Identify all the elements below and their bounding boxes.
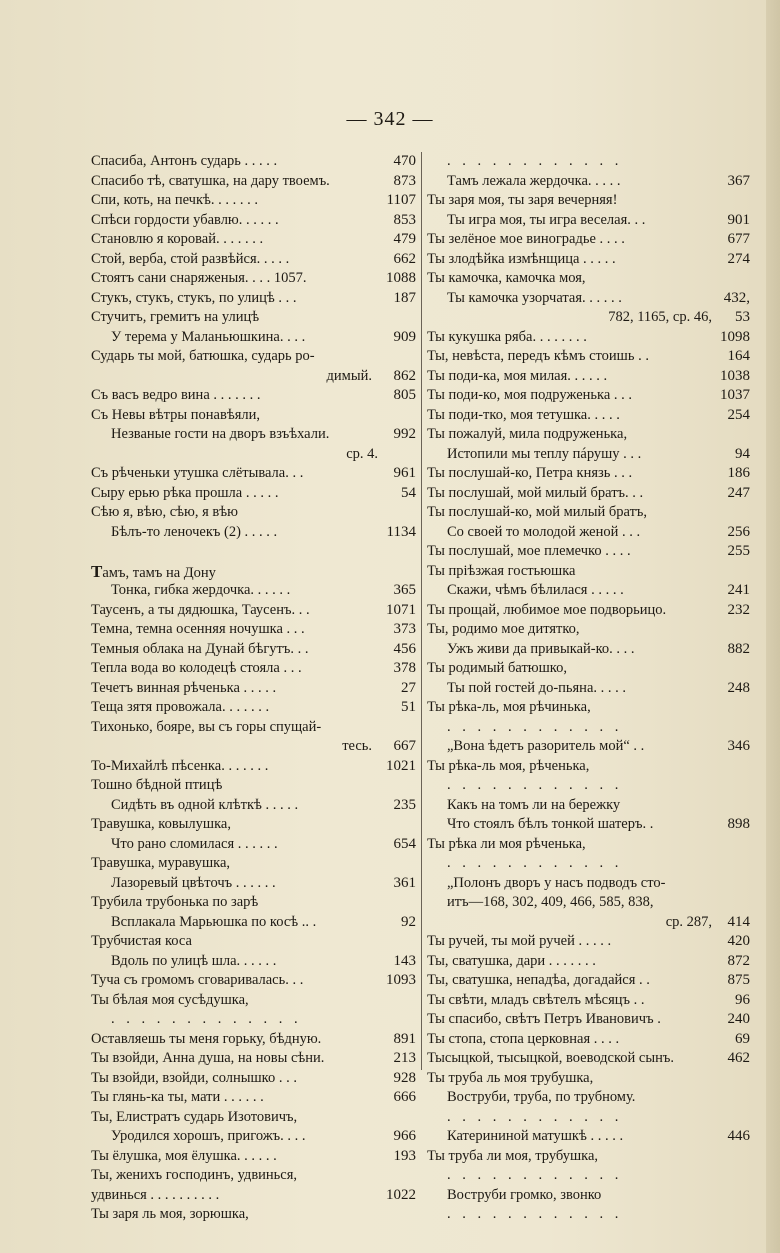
entry-title: Ты пой гостей до-пьяна. . . . . [447,679,627,696]
entry-title: Ты прощай, любимое мое подворьицо. [427,601,667,618]
entry-title: Ты бѣлая моя сусѣдушка, [91,991,249,1008]
entry-title: Ты послушай, мое племечко . . . . [427,543,631,559]
index-entry [427,932,750,952]
entry-title: ср. 287, [665,913,712,930]
entry-title: Вдоль по улицѣ шла. . . . . . [111,952,277,969]
index-entry [427,874,750,894]
entry-title: Сѣю я, вѣю, сѣю, я вѣю [91,504,238,520]
entry-title: Тонка, гибка жердочка. . . . . . [111,582,291,598]
index-entry [427,679,750,699]
entry-title: Стукъ, стукъ, стукъ, по улицѣ . . . [91,289,297,306]
entry-number: 361 [393,874,416,891]
index-entry [91,893,416,913]
entry-number: 462 [727,1050,750,1066]
index-entry [91,659,416,679]
entry-number: 164 [727,348,750,364]
entry-number: 255 [727,543,750,559]
entry-title: . . . . . . . . . . . . [447,1167,623,1183]
index-entry [427,464,750,484]
entry-title: Ты послушай-ко, Петра князь . . . [427,465,633,481]
entry-title: Темныя облака на Дунай бѣгутъ. . . [91,640,309,657]
entry-title: Тамъ лежала жердочка. . . . . [447,172,621,189]
entry-number: 96 [735,991,750,1008]
entry-title: У терема у Маланьюшкина. . . . [111,328,306,345]
entry-title: . . . . . . . . . . . . [447,1108,623,1125]
entry-number: 891 [393,1030,416,1047]
index-entry [91,445,416,465]
entry-number: 143 [393,952,416,969]
entry-number: 373 [393,621,416,637]
entry-number: 367 [727,172,750,189]
index-entry [427,698,750,718]
index-entry [91,1088,416,1108]
entry-number: 853 [393,211,416,228]
index-entry [91,874,416,894]
entry-title: Ты взойди, Анна душа, на новы сѣни. [91,1050,325,1066]
entry-title: Ты, Елистратъ сударь Изотовичъ, [91,1108,298,1125]
entry-number: 479 [393,231,416,247]
entry-title: Спасиба, Антонъ сударь . . . . . [91,153,278,169]
entry-title: Ты пріѣзжая гостьюшка [427,562,576,579]
index-entry [91,952,416,972]
entry-number: 961 [393,465,416,481]
entry-title: Спѣси гордости убавлю. . . . . . [91,211,279,228]
entry-title: Бѣлъ-то леночекъ (2) . . . . . [111,523,278,540]
entry-title: димый. [326,367,372,384]
entry-title: Ты, родимо мое дитятко, [427,621,580,637]
index-entry [427,211,750,231]
index-entry [427,406,750,426]
entry-number: 873 [393,172,416,189]
entry-title: Трубчистая коса [91,933,192,949]
index-entry [427,1127,750,1147]
index-entry [91,1127,416,1147]
entry-number: 1098 [720,328,750,345]
entry-title: Становлю я коровай. . . . . . . [91,231,264,247]
index-entry [91,776,416,796]
entry-number: 677 [727,231,750,247]
entry-title: Уродился хорошъ, пригожъ. . . . [111,1128,306,1144]
entry-title: Ужъ живи да привыкай-ко. . . . [447,640,635,657]
entry-title: Ты рѣка-ль, моя рѣчинька, [427,699,591,715]
entry-title: Съ Невы вѣтры понавѣяли, [91,406,260,423]
index-entry [427,425,750,445]
entry-number: 365 [393,582,416,598]
entry-title: Оставляешь ты меня горьку, бѣдную. [91,1030,322,1047]
entry-title: Тысыцкой, тысыцкой, воеводской сынъ. [427,1050,674,1066]
entry-title: Что стоялъ бѣлъ тонкой шатеръ. . [447,816,654,832]
index-entry [91,425,416,445]
entry-number: 1088 [386,270,416,286]
entry-title: Ты послушай, мой милый братъ. . . [427,484,644,501]
entry-number: 909 [393,328,416,345]
ellipsis-row [427,718,750,738]
index-entry [427,659,750,679]
index-entry [427,913,750,933]
index-entry [427,893,750,913]
entry-number: 1134 [386,523,416,540]
entry-title: Какъ на томъ ли на бережку [447,796,621,813]
index-entry [91,542,416,562]
index-entry [91,464,416,484]
entry-title: „Вона ѣдетъ разоритель мой“ . . [447,738,645,754]
index-entry [427,542,750,562]
index-entry [427,562,750,582]
index-entry [427,484,750,504]
index-entry [91,1049,416,1069]
entry-number: 901 [727,211,750,228]
entry-number: 193 [393,1147,416,1164]
entry-title: Стой, верба, стой развѣйся. . . . . [91,250,290,267]
entry-title: итъ—168, 302, 409, 466, 585, 838, [447,894,654,910]
entry-title: ср. 4. [346,445,378,462]
index-entry [91,328,416,348]
index-entry [427,191,750,211]
index-entry [91,796,416,816]
entry-title: Ты злодѣйка измѣнщица . . . . . [427,250,616,267]
entry-title: Всплакала Марьюшка по косѣ .. . [111,913,317,930]
entry-number: 862 [393,367,416,384]
entry-title: Ты рѣка-ль моя, рѣченька, [427,757,590,774]
entry-title: Ты, сватушка, дари . . . . . . . [427,952,596,969]
entry-title: Воструби громко, звонко [447,1186,602,1203]
entry-title: Воструби, труба, по трубному. [447,1089,636,1105]
entry-number: 654 [393,835,416,852]
index-entry [91,679,416,699]
entry-title: Катерининой матушкѣ . . . . . [447,1128,624,1144]
ellipsis-row [427,854,750,874]
column-divider [421,152,422,1070]
index-entry [91,971,416,991]
index-entry [91,698,416,718]
index-entry [427,796,750,816]
entry-number: 882 [727,640,750,657]
index-entry [427,620,750,640]
entry-title: Травушка, муравушка, [91,855,231,871]
index-entry [427,523,750,543]
index-entry [427,991,750,1011]
index-entry [427,601,750,621]
entry-title: Лазоревый цвѣточъ . . . . . . [111,874,276,891]
entry-number: 27 [401,679,416,696]
index-entry [427,640,750,660]
entry-number: 254 [727,406,750,423]
entry-title: Теща зятя провожала. . . . . . . [91,699,270,715]
entry-title: Сыру ерью рѣка прошла . . . . . [91,484,279,501]
entry-number: 248 [727,679,750,696]
index-entry [91,1147,416,1167]
entry-title: Ты родимый батюшко, [427,660,567,676]
index-entry [427,1147,750,1167]
entry-title: Ты, сватушка, непадѣа, догадайся . . [427,972,650,988]
entry-number: 256 [727,523,750,540]
index-entry [91,991,416,1011]
entry-title: . . . . . . . . . . . . . [111,1011,302,1027]
entry-title: Скажи, чѣмъ бѣлилася . . . . . [447,582,624,598]
entry-number: 51 [401,699,416,715]
index-entry [427,230,750,250]
index-entry [91,406,416,426]
index-entry [427,971,750,991]
entry-number: 54 [401,484,416,501]
entry-number: 432, [723,289,750,306]
entry-number: 928 [393,1069,416,1086]
index-entry [91,737,416,757]
index-entry [427,581,750,601]
entry-number: 872 [727,952,750,969]
entry-number: 1107 [386,192,416,208]
index-entry [91,757,416,777]
entry-title: Тошно бѣдной птицѣ [91,777,223,793]
entry-title: Течетъ винная рѣченька . . . . . [91,679,277,696]
entry-number: 667 [393,738,416,754]
entry-title: Сударь ты мой, батюшка, сударь ро- [91,348,315,364]
entry-title: . . . . . . . . . . . . [447,855,623,871]
entry-number: 378 [393,660,416,676]
index-entry [91,503,416,523]
entry-number: 213 [393,1050,416,1066]
entry-number: 456 [393,640,416,657]
entry-title: Спасибо тѣ, сватушка, на дару твоемъ. [91,172,330,189]
entry-title: Ты камочка узорчатая. . . . . . [447,289,622,306]
entry-number: 420 [727,933,750,949]
index-entry [427,1030,750,1050]
index-entry [427,1088,750,1108]
entry-number: 1022 [386,1186,416,1203]
page-number: — 342 — [346,108,434,130]
ellipsis-row [427,1205,750,1225]
entry-title: Ты, невѣста, передъ кѣмъ стоишь . . [427,348,649,364]
index-entry [427,757,750,777]
index-entry [91,1069,416,1089]
entry-title: Ты зелёное мое виноградье . . . . [427,231,625,247]
ellipsis-row [427,152,750,172]
entry-title: 782, 1165, ср. 46, [608,309,712,325]
index-entry [427,1010,750,1030]
entry-title: Темна, темна осенняя ночушка . . . [91,621,305,637]
entry-title: . . . . . . . . . . . . [447,1206,623,1222]
entry-title: Ты кукушка ряба. . . . . . . . [427,328,587,345]
entry-title: Ты взойди, взойди, солнышко . . . [91,1069,297,1086]
entry-title: Ты ручей, ты мой ручей . . . . . [427,933,612,949]
entry-number: 1071 [386,601,416,618]
index-entry [427,503,750,523]
entry-number: 94 [735,445,750,462]
index-entry [91,308,416,328]
entry-number: 274 [727,250,750,267]
entry-title: Со своей то молодой женой . . . [447,523,641,540]
entry-title: Таусенъ, а ты дядюшка, Таусенъ. . . [91,601,310,618]
index-entry [91,854,416,874]
index-entry [427,445,750,465]
index-entry [91,250,416,270]
index-entry [91,640,416,660]
entry-number: 875 [727,972,750,988]
entry-title: удвинься . . . . . . . . . . [91,1186,220,1203]
index-entry [91,386,416,406]
entry-title: Трубила трубонька по зарѣ [91,894,259,910]
index-entry [427,250,750,270]
entry-title: Истопили мы теплу пáрушу . . . [447,445,642,462]
index-entry [91,269,416,289]
index-entry [427,835,750,855]
index-entry [91,1205,416,1225]
page-edge-shadow [766,0,780,1253]
entry-title: амъ, тамъ на Дону [102,564,216,581]
entry-title: Стучитъ, гремитъ на улицѣ [91,309,260,325]
index-entry [427,328,750,348]
ellipsis-row [91,1010,416,1030]
entry-title: . . . . . . . . . . . . [447,777,623,793]
entry-title: Ты труба ли моя, трубушка, [427,1147,599,1164]
entry-title: Ты рѣка ли моя рѣченька, [427,835,586,852]
entry-title: Ты спасибо, свѣтъ Петръ Ивановичъ . [427,1011,661,1027]
entry-title: То-Михайлѣ пѣсенка. . . . . . . [91,757,269,774]
index-entry [91,1166,416,1186]
index-entry [427,289,750,309]
index-entry [91,152,416,172]
entry-number: 346 [727,738,750,754]
section-initial: Т [91,561,103,581]
ellipsis-row [427,1166,750,1186]
entry-number: 1021 [386,757,416,774]
index-entry [91,191,416,211]
index-entry [91,913,416,933]
entry-number: 247 [727,484,750,501]
entry-title: Тепла вода во колодецѣ стояла . . . [91,660,302,676]
entry-title: Что рано сломилася . . . . . . [111,835,278,852]
entry-title: Ты послушай-ко, мой милый братъ, [427,504,648,520]
index-entry [91,230,416,250]
entry-title: Ты поди-тко, моя тетушка. . . . . [427,406,620,423]
index-entry [91,347,416,367]
entry-number: 240 [727,1011,750,1027]
ellipsis-row [427,1108,750,1128]
index-entry [427,952,750,972]
index-entry [427,1049,750,1069]
entry-title: Ты глянь-ка ты, мати . . . . . . [91,1089,264,1105]
entry-title: . . . . . . . . . . . . [447,718,623,735]
entry-title: Ты труба ль моя трубушка, [427,1069,594,1086]
entry-number: 232 [727,601,750,618]
index-entry [427,172,750,192]
entry-title: тесь. [342,738,372,754]
entry-title: Съ васъ ведро вина . . . . . . . [91,387,261,403]
entry-title: Ты ёлушка, моя ёлушка. . . . . . [91,1147,277,1164]
index-entry [91,1030,416,1050]
entry-number: 1038 [720,367,750,384]
entry-title: . . . . . . . . . . . . [447,153,623,169]
entry-number: 470 [393,153,416,169]
entry-number: 414 [727,913,750,930]
index-entry [91,581,416,601]
index-column-right [427,152,750,1225]
entry-number: 446 [727,1128,750,1144]
entry-number: 187 [393,289,416,306]
index-entry [91,367,416,387]
index-entry [91,932,416,952]
index-entry [91,835,416,855]
index-entry [427,269,750,289]
index-entry [427,367,750,387]
index-column-left [91,152,416,1225]
entry-number: 241 [727,582,750,598]
entry-number: 69 [735,1030,750,1047]
index-entry [91,562,416,582]
entry-title: Травушка, ковылушка, [91,816,231,832]
entry-number: 898 [727,816,750,832]
entry-number: 235 [393,796,416,813]
index-entry [91,1108,416,1128]
index-entry [427,1069,750,1089]
index-entry [91,815,416,835]
entry-title: Сидѣть въ одной клѣткѣ . . . . . [111,796,299,813]
entry-number: 666 [393,1089,416,1105]
entry-number: 992 [393,426,416,442]
entry-title: Тихонько, бояре, вы съ горы спущай- [91,718,322,735]
entry-title: Туча съ громомъ сговаривалась. . . [91,972,304,988]
index-entry [91,289,416,309]
ellipsis-row [427,776,750,796]
index-entry [427,1186,750,1206]
entry-number: 92 [401,913,416,930]
index-entry [427,815,750,835]
index-entry [91,211,416,231]
index-entry [91,601,416,621]
entry-title: Спи, коть, на печкѣ. . . . . . . [91,192,258,208]
entry-title: Ты свѣти, младъ свѣтелъ мѣсяцъ . . [427,991,645,1008]
entry-number: 186 [727,465,750,481]
entry-number: 966 [393,1128,416,1144]
entry-title: Ты камочка, камочка моя, [427,270,586,286]
index-entry [91,1186,416,1206]
index-entry [91,620,416,640]
entry-title: Ты заря ль моя, зорюшка, [91,1206,249,1222]
index-entry [427,737,750,757]
entry-title: Ты заря моя, ты заря вечерняя! [427,192,618,208]
entry-title: Ты игра моя, ты игра веселая. . . [447,211,646,228]
entry-number: 805 [393,387,416,403]
entry-title: Ты стопа, стопа церковная . . . . [427,1030,620,1047]
index-entry [427,386,750,406]
index-entry [427,308,750,328]
index-entry [91,523,416,543]
entry-number: 662 [393,250,416,267]
entry-title: Ты, женихъ господинъ, удвинься, [91,1167,298,1183]
index-entry [91,172,416,192]
index-entry [91,718,416,738]
entry-number: 1037 [720,387,750,403]
index-entry [427,347,750,367]
entry-title: Ты поди-ка, моя милая. . . . . . [427,367,608,384]
entry-title: Съ рѣченьки утушка слётывала. . . [91,465,304,481]
entry-title: Ты поди-ко, моя подруженька . . . [427,387,633,403]
entry-title: Стоятъ сани снаряженыя. . . . 1057. [91,270,307,286]
entry-number: 53 [735,309,750,325]
index-entry [91,484,416,504]
entry-number: 1093 [386,972,416,988]
entry-title: Ты пожалуй, мила подруженька, [427,426,628,442]
entry-title: Незваные гости на дворъ взъѣхали. [111,426,330,442]
entry-title: „Полонъ дворъ у насъ подводъ сто- [447,874,666,891]
